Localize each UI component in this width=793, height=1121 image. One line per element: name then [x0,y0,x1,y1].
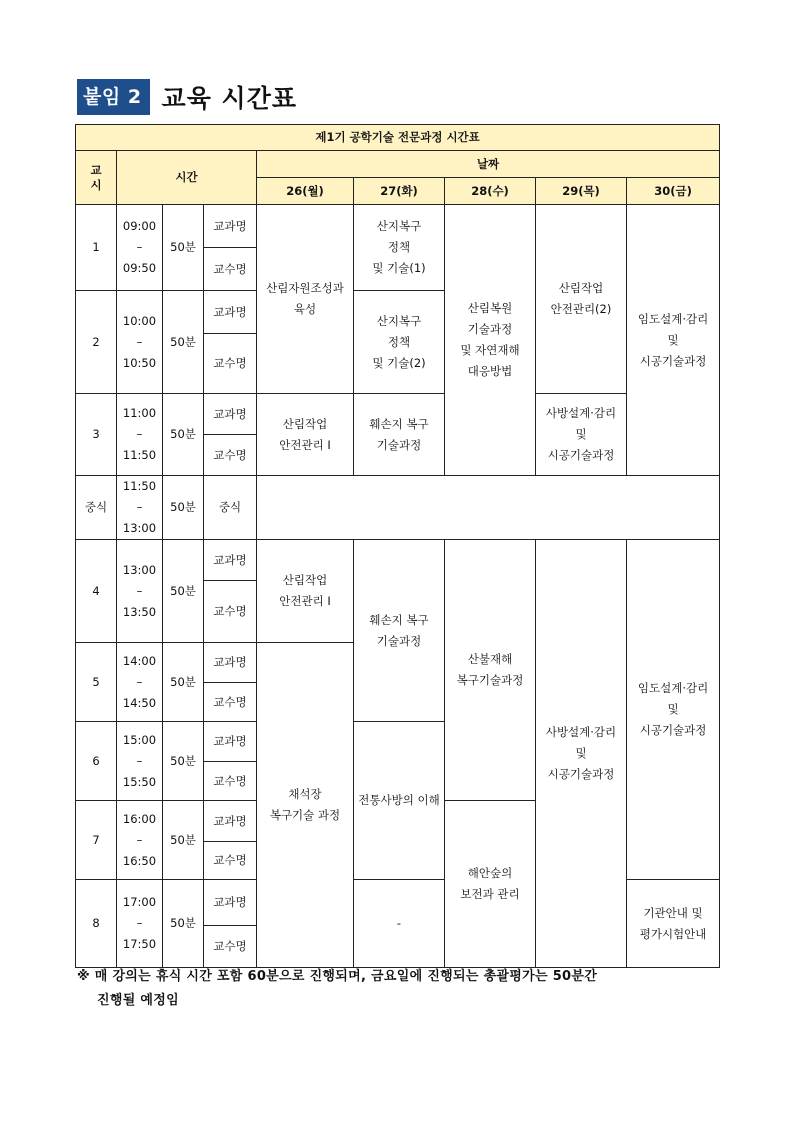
course-tue-mountain-restoration-1: 산지복구 정책 및 기술(1) [354,205,445,291]
header-date: 날짜 [257,151,720,178]
lunch-period: 중식 [76,476,117,540]
duration: 50분 [163,205,204,291]
course-thu-forest-safety-2: 산림작업 안전관리(2) [536,205,627,394]
period-number: 4 [76,540,117,643]
label-professor: 교수명 [204,248,257,291]
footnote [77,965,727,1013]
lunch-duration: 50분 [163,476,204,540]
course-fri-orientation: 기관안내 및 평가시험안내 [627,880,720,968]
label-professor: 교수명 [204,842,257,880]
course-tue-damaged-land-afternoon: 훼손지 복구 기술과정 [354,540,445,722]
document-title: 교육 시간표 [161,84,298,113]
day-wed: 28(수) [445,178,536,205]
period-number: 8 [76,880,117,968]
day-thu: 29(목) [536,178,627,205]
footnote-line-1: ※ 매 강의는 휴식 시간 포함 60분으로 진행되며, 금요일에 진행되는 총괄평가는 50분간 [77,969,598,984]
attachment-badge: 붙임 2 [77,79,150,115]
day-tue: 27(화) [354,178,445,205]
period-number: 1 [76,205,117,291]
duration: 50분 [163,801,204,880]
duration: 50분 [163,643,204,722]
label-subject: 교과명 [204,291,257,334]
timetable [75,124,720,968]
course-mon-quarry: 채석장 복구기술 과정 [257,643,354,968]
label-professor: 교수명 [204,762,257,801]
course-thu-erosion-control-afternoon: 사방설계·감리 및 시공기술과정 [536,540,627,968]
label-subject: 교과명 [204,205,257,248]
duration: 50분 [163,291,204,394]
label-professor: 교수명 [204,926,257,968]
timetable-caption: 제1기 공학기술 전문과정 시간표 [76,125,720,151]
course-wed-wildfire: 산불재해 복구기술과정 [445,540,536,801]
period-number: 7 [76,801,117,880]
course-tue-mountain-restoration-2: 산지복구 정책 및 기술(2) [354,291,445,394]
lunch-time: 11:50 – 13:00 [117,476,163,540]
course-tue-damaged-land: 훼손지 복구 기술과정 [354,394,445,476]
time-range: 10:00 – 10:50 [117,291,163,394]
lunch-label: 중식 [204,476,257,540]
time-range: 16:00 – 16:50 [117,801,163,880]
duration: 50분 [163,722,204,801]
day-mon: 26(월) [257,178,354,205]
day-fri: 30(금) [627,178,720,205]
period-number: 5 [76,643,117,722]
period-number: 3 [76,394,117,476]
course-mon-forest-safety-1-afternoon: 산림작업 안전관리 I [257,540,354,643]
header-time: 시간 [117,151,257,205]
label-professor: 교수명 [204,435,257,476]
course-fri-forest-road-afternoon: 임도설계·감리 및 시공기술과정 [627,540,720,880]
course-mon-forest-safety-1: 산림작업 안전관리 I [257,394,354,476]
duration: 50분 [163,880,204,968]
course-wed-coastal-forest: 해안숲의 보전과 관리 [445,801,536,968]
period-number: 2 [76,291,117,394]
lunch-blank [257,476,720,540]
label-subject: 교과명 [204,722,257,762]
course-mon-forest-resources: 산림자원조성과 육성 [257,205,354,394]
header-period: 교 시 [76,151,117,205]
time-range: 14:00 – 14:50 [117,643,163,722]
period-number: 6 [76,722,117,801]
label-professor: 교수명 [204,334,257,394]
time-range: 17:00 – 17:50 [117,880,163,968]
label-subject: 교과명 [204,880,257,926]
duration: 50분 [163,394,204,476]
label-subject: 교과명 [204,540,257,581]
label-subject: 교과명 [204,801,257,842]
time-range: 11:00 – 11:50 [117,394,163,476]
time-range: 15:00 – 15:50 [117,722,163,801]
label-professor: 교수명 [204,581,257,643]
document-heading [77,79,297,115]
label-professor: 교수명 [204,683,257,722]
course-tue-traditional-erosion: 전통사방의 이해 [354,722,445,880]
course-thu-erosion-control: 사방설계·감리 및 시공기술과정 [536,394,627,476]
course-tue-none: - [354,880,445,968]
label-subject: 교과명 [204,643,257,683]
course-fri-forest-road: 임도설계·감리 및 시공기술과정 [627,205,720,476]
time-range: 13:00 – 13:50 [117,540,163,643]
time-range: 09:00 – 09:50 [117,205,163,291]
course-wed-forest-restoration: 산림복원 기술과정 및 자연재해 대응방법 [445,205,536,476]
footnote-line-2: 진행될 예정임 [97,993,179,1008]
duration: 50분 [163,540,204,643]
label-subject: 교과명 [204,394,257,435]
